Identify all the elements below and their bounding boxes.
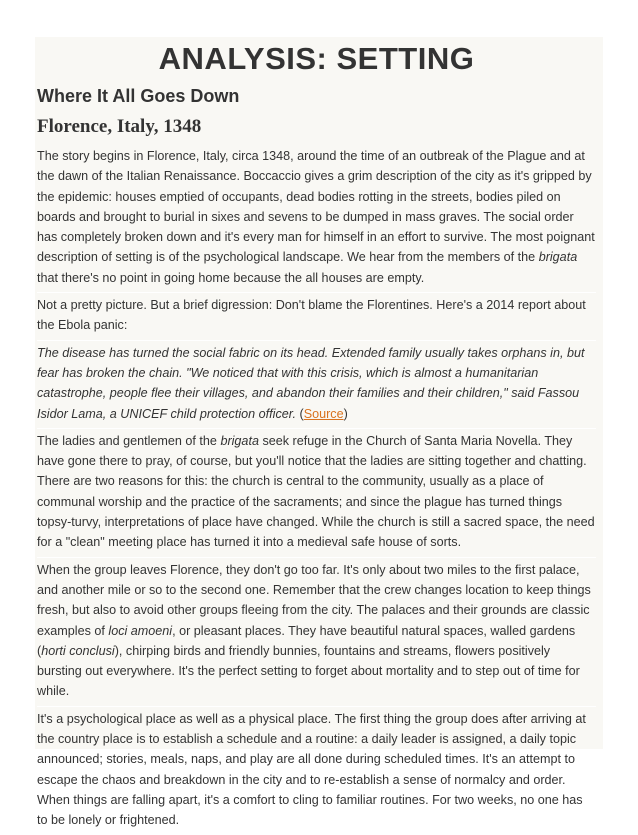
brigata-term: brigata bbox=[538, 250, 578, 265]
paragraph-palaces-text-c: ), chirping birds and friendly bunnies, fountains and streams, flowers positively bursting out everywhere. It's the perfect setting to forget about mortality and to step out of time for while. bbox=[37, 643, 580, 699]
loci-amoeni-term: loci amoeni bbox=[108, 623, 173, 638]
location-heading: Florence, Italy, 1348 bbox=[37, 116, 202, 137]
paragraph-palaces bbox=[37, 557, 596, 706]
brigata-term: brigata bbox=[220, 433, 259, 448]
source-link[interactable]: Source bbox=[303, 406, 344, 421]
paragraph-intro-text-b: that there's no point in going home because the all houses are empty. bbox=[37, 270, 425, 285]
source-open-paren: ( bbox=[295, 406, 304, 421]
paragraph-intro-text-a: The story begins in Florence, Italy, circa 1348, around the time of an outbreak of the Plague and at the dawn of the Italian Renaissance. Boccaccio gives a grim description of the city as it's gripped by the epidemic: houses emptied of occupants, dead bodies rotting in the streets, bodies piled on boards and brought to burial in sixes and sevens to be dumped in mass graves. The social order has completely broken down and it's every man for himself in an effort to survive. The most poignant description of setting is of the psychological landscape. We hear from the members of the bbox=[37, 149, 595, 265]
paragraph-palaces-text-a: When the group leaves Florence, they don't go too far. It's only about two miles to the first palace, and another mile or so to the second one. Remember that the crew changes location to keep things fresh, but also to avoid other groups fleeing from the city. The palaces and their grounds are classic examples of bbox=[37, 562, 591, 638]
ebola-quote: The disease has turned the social fabric on its head. Extended family usually takes orphans in, but fear has broken the chain. "We noticed that with this crisis, which is almost a humanitarian catastrophe, people flee their villages, and abandon their families and their children," said Fassou Isidor Lama, a UNICEF child protection officer. bbox=[37, 345, 585, 421]
source-close-paren: ) bbox=[343, 406, 348, 421]
page-title: ANALYSIS: SETTING bbox=[158, 41, 475, 76]
document-page bbox=[35, 37, 603, 828]
horti-conclusi-term: horti conclusi bbox=[41, 643, 115, 658]
paragraph-church-text-a: The ladies and gentlemen of the bbox=[37, 433, 221, 448]
paragraph-intro bbox=[37, 142, 596, 292]
section-subtitle: Where It All Goes Down bbox=[37, 86, 240, 106]
paragraph-church-text-b: seek refuge in the Church of Santa Maria Novella. They have gone there to pray, of course, but you'll notice that the ladies are sitting together and chatting. There are two reasons for this: the church is central to the community, usually as a place of communal worship and the practice of the sacraments; and since the plague has turned things topsy-turvy, interpretations of place have changed. While the church is still a sacred space, the need for a "clean" meeting place has turned it into a medieval safe house of sorts. bbox=[37, 433, 595, 550]
paragraph-palaces-text-b: , or pleasant places. They have beautiful natural spaces, walled gardens ( bbox=[37, 623, 576, 658]
paragraph-church bbox=[37, 428, 596, 557]
paragraph-quote bbox=[37, 340, 596, 428]
paragraph-digression: Not a pretty picture. But a brief digression: Don't blame the Florentines. Here's a 2014 report about the Ebola panic: bbox=[37, 292, 596, 340]
paragraph-psychological-place: It's a psychological place as well as a physical place. The first thing the group does after arriving at the country place is to establish a schedule and a routine: a daily leader is assigned, a daily topic announced; stories, meals, naps, and play are all done during scheduled times. It's an attempt to escape the chaos and breakdown in the city and to re-establish a sense of normalcy and order. When things are falling apart, it's a comfort to cling to familiar routines. For two weeks, no one has to be lonely or frightened. bbox=[37, 706, 596, 835]
